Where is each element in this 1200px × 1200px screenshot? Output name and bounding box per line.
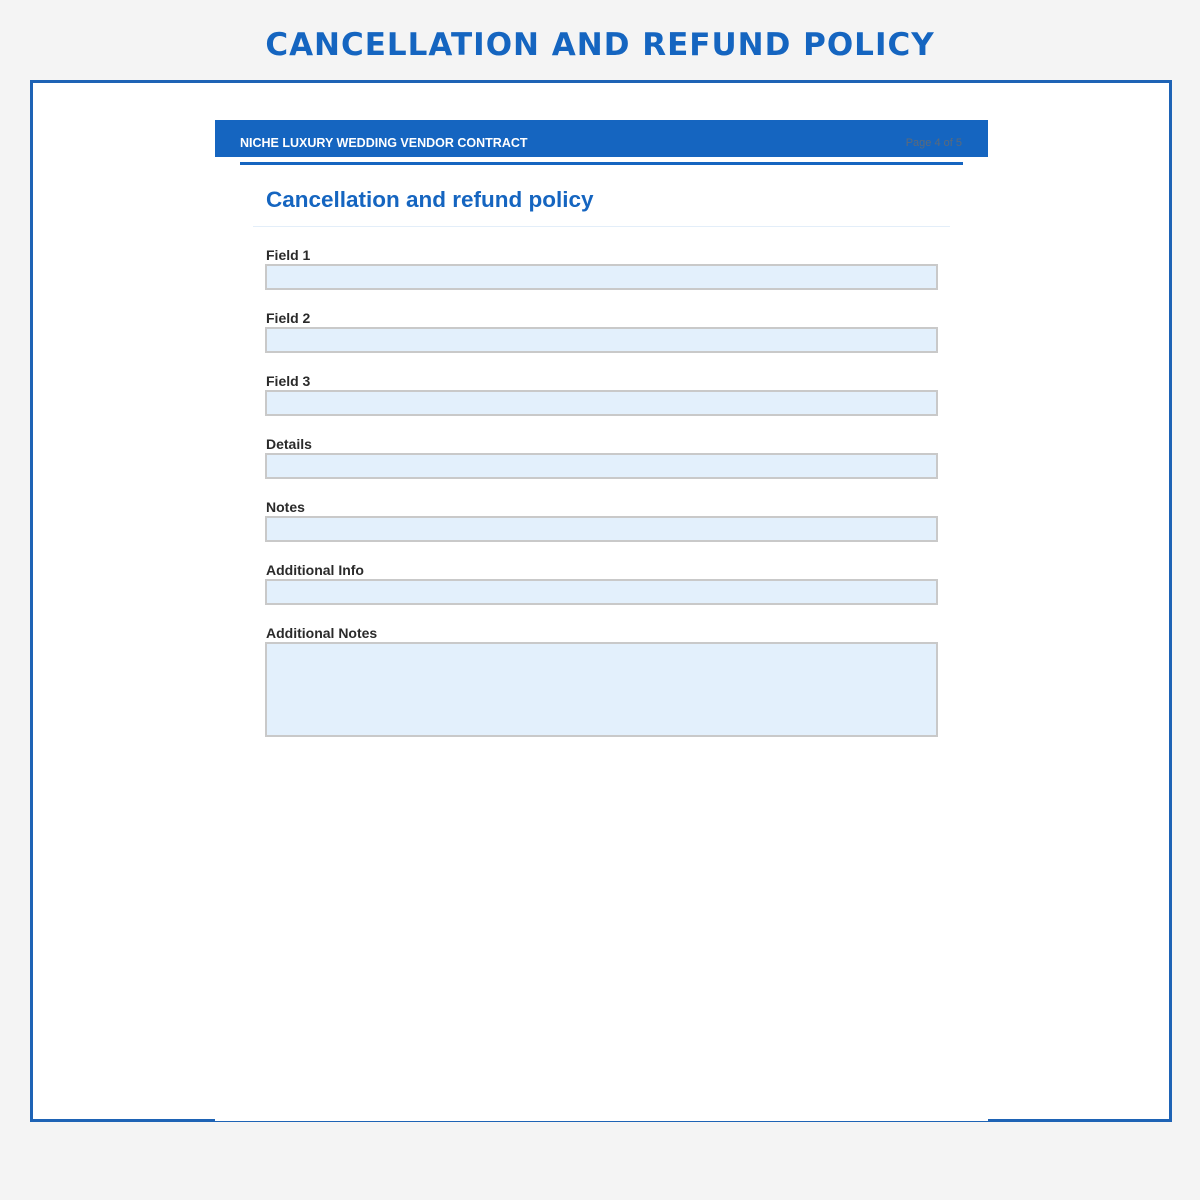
title-divider (253, 226, 950, 227)
section-title: Cancellation and refund policy (266, 187, 594, 212)
field-3-label: Field 3 (266, 373, 311, 389)
field-1-input[interactable] (265, 264, 938, 290)
details-input[interactable] (265, 453, 938, 479)
additional-notes-textarea[interactable] (265, 642, 938, 737)
document-frame (30, 80, 1172, 1122)
contract-title: NICHE LUXURY WEDDING VENDOR CONTRACT (240, 136, 528, 150)
page-number: Page 4 of 5 (905, 137, 962, 149)
field-2-input[interactable] (265, 327, 938, 353)
notes-label: Notes (266, 499, 305, 515)
banner-title: CANCELLATION AND REFUND POLICY (265, 27, 935, 63)
page-header (215, 120, 988, 157)
field-3-input[interactable] (265, 390, 938, 416)
field-1-label: Field 1 (266, 247, 311, 263)
additional-notes-label: Additional Notes (266, 625, 378, 641)
additional-info-input[interactable] (265, 579, 938, 605)
header-divider (240, 162, 963, 165)
document-page (215, 120, 988, 1121)
additional-info-label: Additional Info (266, 562, 364, 578)
details-label: Details (266, 436, 312, 452)
notes-input[interactable] (265, 516, 938, 542)
field-2-label: Field 2 (266, 310, 311, 326)
